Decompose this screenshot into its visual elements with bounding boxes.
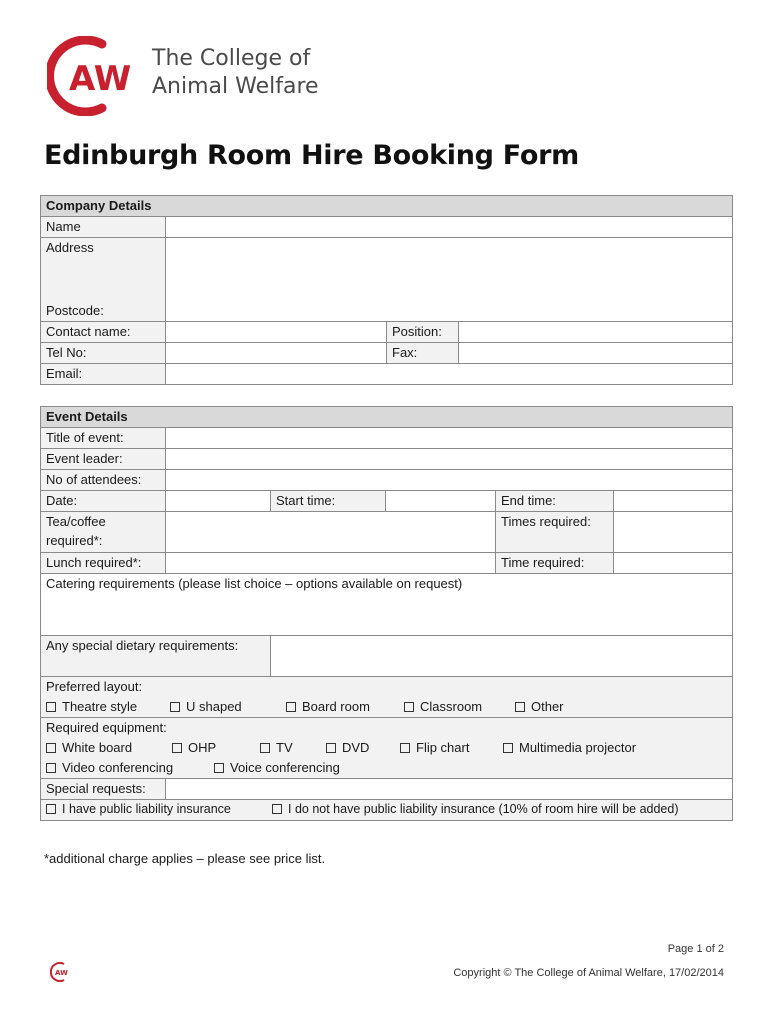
layout-option-other[interactable]: Other [515,697,564,716]
start-time-label: Start time: [271,491,386,512]
postcode-label: Postcode: [41,301,166,322]
equipment-option-video-conferencing[interactable]: Video conferencing [46,758,214,777]
checkbox-icon[interactable] [46,763,56,773]
end-time-label: End time: [496,491,614,512]
event-title-field[interactable] [166,428,733,449]
page-title: Edinburgh Room Hire Booking Form [44,140,579,171]
contact-name-label: Contact name: [41,322,166,343]
catering-field[interactable] [41,574,733,636]
preferred-layout-label: Preferred layout: [41,677,733,698]
org-name-line2: Animal Welfare [152,74,319,99]
event-leader-field[interactable] [166,449,733,470]
checkbox-icon[interactable] [503,743,513,753]
equipment-option-ohp[interactable]: OHP [172,738,260,757]
time-required-label: Time required: [496,553,614,574]
end-time-field[interactable] [614,491,733,512]
catering-label: Catering requirements (please list choice – options available on request) [46,576,463,591]
tel-field[interactable] [166,343,387,364]
equipment-option-white-board[interactable]: White board [46,738,172,757]
layout-option-u-shaped[interactable]: U shaped [170,697,286,716]
equipment-option-multimedia-projector[interactable]: Multimedia projector [503,738,636,757]
event-leader-label: Event leader: [41,449,166,470]
copyright: Copyright © The College of Animal Welfare, 17/02/2014 [453,967,724,979]
layout-option-classroom[interactable]: Classroom [404,697,515,716]
footer-logo-mark: AW [55,969,68,977]
fax-field[interactable] [459,343,733,364]
start-time-field[interactable] [386,491,496,512]
insurance-option-yes[interactable]: I have public liability insurance [46,800,272,819]
company-details-table [40,195,733,385]
equipment-options-2 [41,758,733,779]
lunch-label: Lunch required*: [41,553,166,574]
checkbox-icon[interactable] [46,804,56,814]
attendees-field[interactable] [166,470,733,491]
name-field[interactable] [166,217,733,238]
event-details-table [40,406,733,821]
fax-label: Fax: [387,343,459,364]
checkbox-icon[interactable] [272,804,282,814]
date-label: Date: [41,491,166,512]
insurance-options [41,800,733,821]
time-required-field[interactable] [614,553,733,574]
tel-label: Tel No: [41,343,166,364]
special-requests-field[interactable] [166,779,733,800]
tea-coffee-label-line2: required*: [46,533,103,548]
equipment-option-tv[interactable]: TV [260,738,326,757]
insurance-option-no[interactable]: I do not have public liability insurance (10% of room hire will be added) [272,800,679,819]
email-field[interactable] [166,364,733,385]
date-field[interactable] [166,491,271,512]
special-requests-label: Special requests: [41,779,166,800]
org-name-line1: The College of [152,46,311,71]
equipment-option-voice-conferencing[interactable]: Voice conferencing [214,758,340,777]
checkbox-icon[interactable] [260,743,270,753]
checkbox-icon[interactable] [515,702,525,712]
times-required-label: Times required: [496,512,614,553]
email-label: Email: [41,364,166,385]
checkbox-icon[interactable] [400,743,410,753]
tea-coffee-label [41,512,166,553]
checkbox-icon[interactable] [172,743,182,753]
event-details-heading: Event Details [41,407,733,428]
event-title-label: Title of event: [41,428,166,449]
checkbox-icon[interactable] [286,702,296,712]
equipment-options [41,738,733,758]
tea-coffee-label-line1: Tea/coffee [46,514,106,529]
company-details-heading: Company Details [41,196,733,217]
lunch-field[interactable] [166,553,496,574]
org-name [152,45,319,101]
checkbox-icon[interactable] [46,743,56,753]
required-equipment-label: Required equipment: [41,718,733,739]
address-label: Address [41,238,166,301]
page-number: Page 1 of 2 [667,943,724,955]
contact-name-field[interactable] [166,322,387,343]
checkbox-icon[interactable] [170,702,180,712]
layout-options [41,697,733,718]
name-label: Name [41,217,166,238]
equipment-option-dvd[interactable]: DVD [326,738,400,757]
layout-option-board-room[interactable]: Board room [286,697,404,716]
checkbox-icon[interactable] [326,743,336,753]
additional-charge-note: *additional charge applies – please see price list. [44,851,326,866]
attendees-label: No of attendees: [41,470,166,491]
dietary-field[interactable] [271,636,733,677]
position-field[interactable] [459,322,733,343]
position-label: Position: [387,322,459,343]
equipment-option-flip-chart[interactable]: Flip chart [400,738,503,757]
address-field[interactable] [166,238,733,322]
checkbox-icon[interactable] [46,702,56,712]
checkbox-icon[interactable] [404,702,414,712]
dietary-label: Any special dietary requirements: [41,636,271,677]
times-required-field[interactable] [614,512,733,553]
checkbox-icon[interactable] [214,763,224,773]
layout-option-theatre[interactable]: Theatre style [46,697,170,716]
logo-mark: AW [69,59,132,99]
tea-coffee-field[interactable] [166,512,496,553]
footer-logo [50,962,70,982]
